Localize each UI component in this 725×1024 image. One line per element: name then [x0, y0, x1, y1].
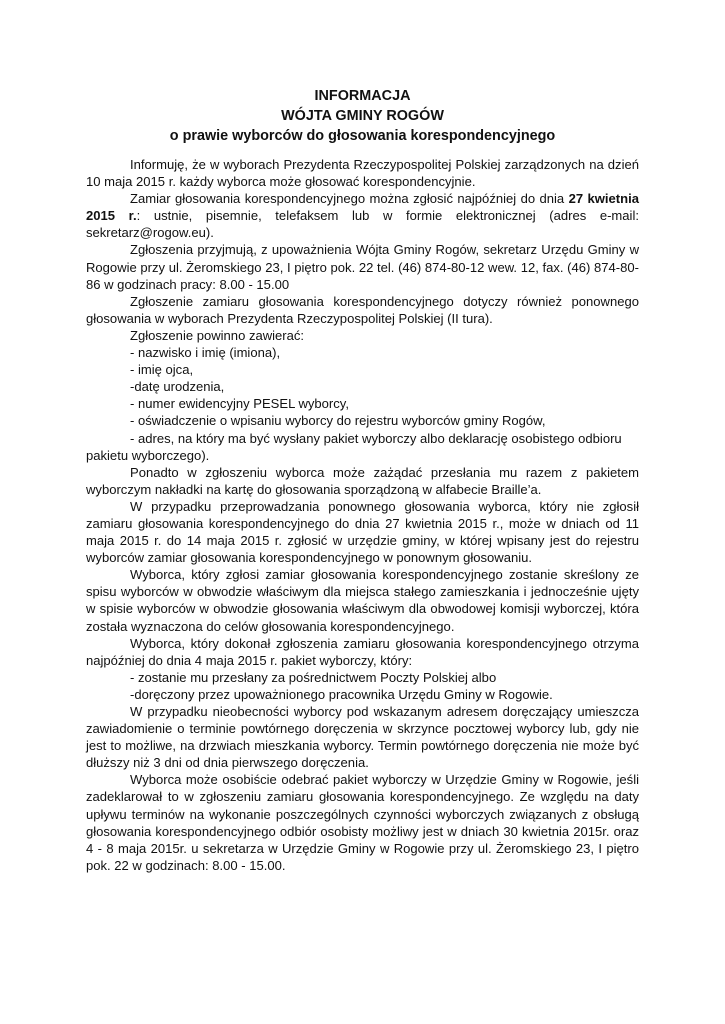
list-item-continuation: pakietu wyborczego). [86, 447, 210, 463]
paragraph-deadline [86, 190, 639, 241]
list-item: -datę urodzenia, [130, 379, 225, 395]
list-item-line: - adres, na który ma być wysłany pakiet wyborczy albo deklarację osobistego odbioru [130, 430, 622, 446]
paragraph-personal-pickup: Wyborca może osobiście odebrać pakiet wyborczy w Urzędzie Gminy w Rogowie, jeśli zadeklarował to w zgłoszeniu zamiaru głosowania korespondencyjnego. Ze względu na daty upływu terminów na wykonanie poszczególnych czynności wyborczych związanych z obsługą głosowania korespondencyjnego odbiór osobisty możliwy jest w dniach 30 kwietnia 2015r. oraz 4 - 8 maja 2015r. u sekretarza w Urzędzie Gminy w Rogowie przy ul. Żeromskiego 23, I piętro pok. 22 w godzinach: 8.00 - 15.00. [86, 772, 639, 873]
list-item: - numer ewidencyjny PESEL wyborcy, [130, 396, 349, 412]
header-subject: o prawie wyborców do głosowania korespondencyjnego [169, 128, 556, 144]
document-page [86, 86, 639, 874]
list-item: -doręczony przez upoważnionego pracownika Urzędu Gminy w Rogowie. [130, 686, 553, 702]
list-item: - nazwisko i imię (imiona), [130, 345, 281, 361]
list-item: - imię ojca, [130, 362, 194, 378]
deadline-date: 27 kwietnia 2015 r. [86, 191, 639, 224]
list-item [86, 430, 639, 464]
document-header [86, 86, 639, 146]
deadline-text-start: Zamiar głosowania korespondencyjnego można zgłosić najpóźniej do dnia [130, 191, 569, 207]
paragraph-braille: Ponadto w zgłoszeniu wyborca może zażądać przesłania mu razem z pakietem wyborczym nakładki na kartę do głosowania sporządzoną w alfabecie Braille’a. [86, 464, 639, 497]
deadline-text-end: : ustnie, pisemnie, telefaksem lub w formie elektronicznej (adres e-mail: sekretarz@rogow.eu). [86, 208, 639, 241]
paragraph-package-delivery: Wyborca, który dokonał zgłoszenia zamiaru głosowania korespondencyjnego otrzyma najpóźniej do dnia 4 maja 2015 r. pakiet wyborczy, który: [86, 635, 639, 668]
paragraph-voter-list: Wyborca, który zgłosi zamiar głosowania korespondencyjnego zostanie skreślony ze spisu wyborców w obwodzie właściwym dla miejsca stałego zamieszkania i jednocześnie ujęty w spisie wyborców w obwodzie głosowania właściwym dla obwodowej komisji wyborczej, która została wyznaczona do celów głosowania korespondencyjnego. [86, 567, 639, 634]
paragraph-requirements-intro: Zgłoszenie powinno zawierać: [130, 327, 305, 343]
paragraph-absence: W przypadku nieobecności wyborcy pod wskazanym adresem doręczający umieszcza zawiadomienie o terminie powtórnego doręczenia w skrzynce pocztowej wyborcy lub, gdy nie jest to możliwe, na drzwiach mieszkania wyborcy. Termin powtórnego doręczenia nie może być dłuższy niż 3 dni od dnia pierwszego doręczenia. [86, 704, 639, 771]
paragraph-repeat-vote: W przypadku przeprowadzania ponownego głosowania wyborca, który nie zgłosił zamiaru głosowania korespondencyjnego do dnia 27 kwietnia 2015 r., może w dniach od 11 maja 2015 r. do 14 maja 2015 r. zgłosić w urzędzie gminy, w której wpisany jest do rejestru wyborców zamiar głosowania korespondencyjnego w ponownym głosowaniu. [86, 498, 639, 566]
list-item: - oświadczenie o wpisaniu wyborcy do rejestru wyborców gminy Rogów, [130, 413, 546, 429]
list-item: - zostanie mu przesłany za pośrednictwem Poczty Polskiej albo [130, 669, 497, 685]
paragraph-intro: Informuję, że w wyborach Prezydenta Rzeczypospolitej Polskiej zarządzonych na dzień 10 maja 2015 r. każdy wyborca może głosować korespondencyjnie. [86, 157, 639, 190]
paragraph-second-round: Zgłoszenie zamiaru głosowania korespondencyjnego dotyczy również ponownego głosowania w wyborach Prezydenta Rzeczypospolitej Polskiej (II tura). [86, 293, 639, 326]
header-title: INFORMACJA [314, 88, 411, 104]
paragraph-office: Zgłoszenia przyjmują, z upoważnienia Wójta Gminy Rogów, sekretarz Urzędu Gminy w Rogowie przy ul. Żeromskiego 23, I piętro pok. 22 tel. (46) 874-80-12 wew. 12, fax. (46) 874-80-86 w godzinach pracy: 8.00 - 15.00 [86, 242, 639, 292]
header-issuer: WÓJTA GMINY ROGÓW [281, 108, 444, 124]
